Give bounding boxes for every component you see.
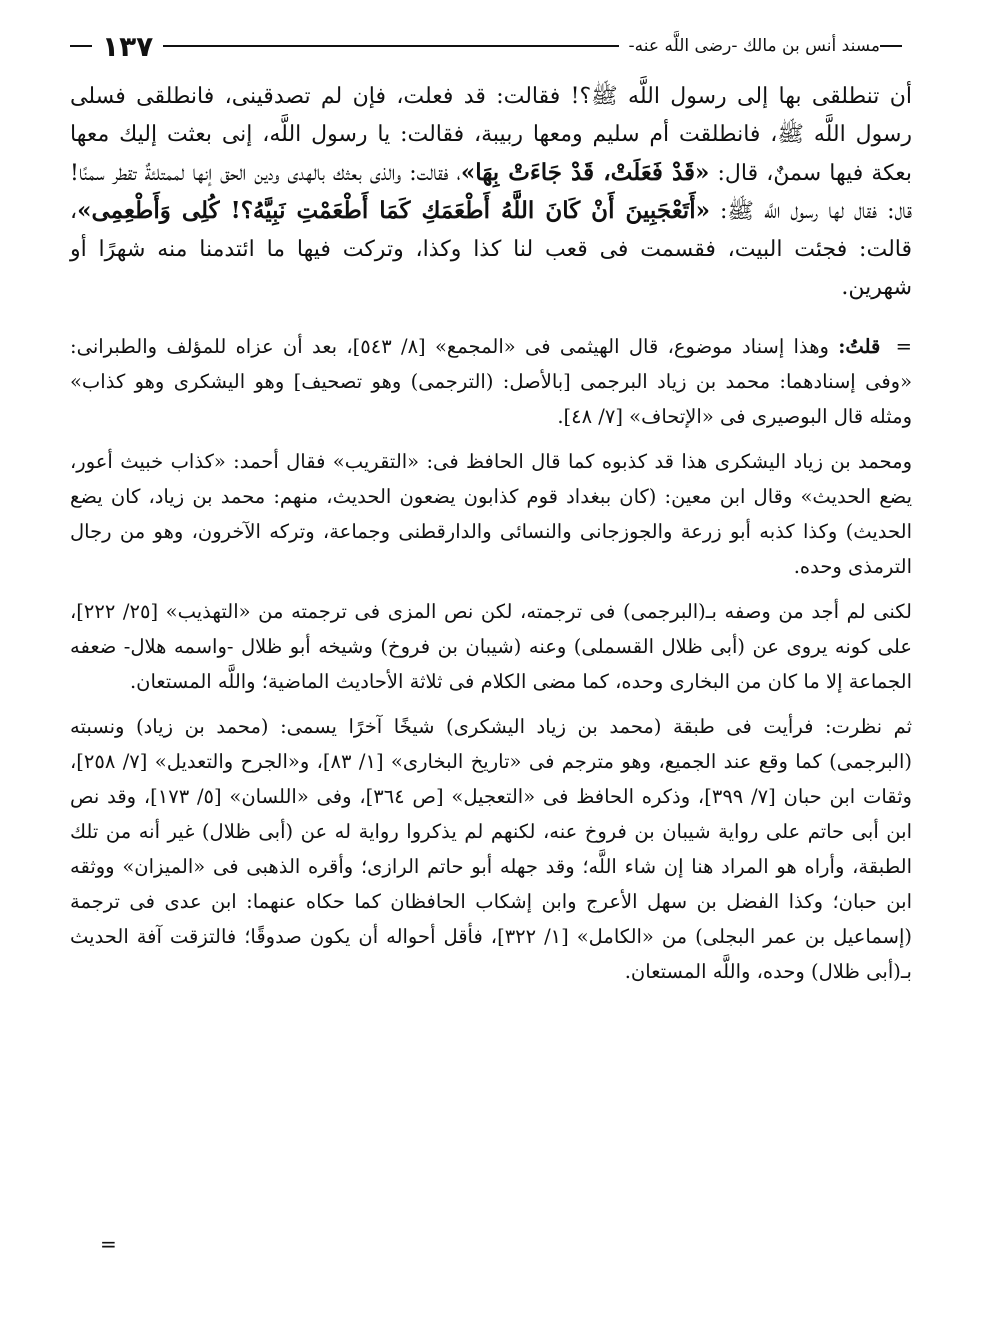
end-marker: = [100, 1232, 117, 1256]
hadith-text-part-3: ، قالت: فجئت البيت، فقسمت فى قعب لنا كذا وكذا، وتركت فيها ما ائتدمنا منه شهرًا أو شهرين. [70, 199, 912, 300]
main-text [70, 78, 912, 307]
footnote-paragraph-1 [70, 329, 912, 434]
hadith-text-part-2: ، فقالت: والذى بعثك بالهدى ودين الحق إنها لممتلئةٌ تقطر سمنًا! قال: فقال لها رسول اللَّه ﷺ: [70, 160, 913, 225]
header-dash-end [70, 45, 92, 47]
header-rule [163, 45, 618, 47]
footnotes [70, 329, 912, 989]
footnote-paragraph-2: ومحمد بن زياد اليشكرى هذا قد كذبوه كما قال الحافظ فى: «التقريب» فقال أحمد: «كذاب خبيث أعور، يضع الحديث» وقال ابن معين: (كان ببغداد قوم كذابون يضعون الحديث، منهم: محمد بن زياد، كان يضع الحديث) وكذا كذبه أبو زرعة والجوزجانى والنسائى والدارقطنى وجماعة، وتركه الآخرون، وهو من رجال الترمذى وحده. [70, 449, 912, 578]
header-dash [880, 45, 902, 47]
hadith-quote-2: «أَتَعْجَبِينَ أَنْ كَانَ اللَّهُ أَطْعَمَكِ كَمَا أَطْعَمْتِ نَبِيَّهُ؟! كُلِى وَأَطْعِمِى» [77, 197, 710, 225]
book-page [70, 28, 912, 1318]
footnote-paragraph-4: ثم نظرت: فرأيت فى طبقة (محمد بن زياد اليشكرى) شيخًا آخرًا يسمى: (محمد بن زياد) ونسبته (البرجمى) كما وقع عند الجميع، وهو مترجم فى «تاريخ البخارى» [١/ ٨٣]، و«الجرح والتعديل» [٧/ ٢٥٨]، وثقات ابن حبان [٧/ ٣٩٩]، وذكره الحافظ فى «التعجيل» [ص ٣٦٤]، وفى «اللسان» [٥/ ١٧٣]، وقد نص ابن أبى حاتم على رواية شيبان بن فروخ عنه، لكنهم لم يذكروا رواية له عن (أبى ظلال) غير أنه من تلك الطبقة، وأراه هو المراد هنا إن شاء اللَّه؛ وقد جهله أبو حاتم الرازى؛ وأقره الذهبى فى «الميزان» ووثقه ابن حبان؛ وكذا الفضل بن سهل الأعرج وابن إشكاب الحافظان كما حكاه عنهما: ابن عدى فى ترجمة (إسماعيل بن عمر البجلى) من «الكامل» [١/ ٣٢٢]، فأقل أحواله أن يكون صدوقًا؛ فالتزقت آفة الحديث بـ(أبى ظلال) وحده، واللَّه المستعان. [70, 714, 912, 983]
footnote-paragraph-3: لكنى لم أجد من وصفه بـ(البرجمى) فى ترجمته، لكن نص المزى فى ترجمته من «التهذيب» [٢٥/ ٢٢٢]، على كونه يروى عن (أبى ظلال القسملى) وعنه (شيبان بن فروخ) وشيخه أبو ظلال -واسمه هلال- ضعفه الجماعة إلا ما كان من البخارى وحده، كما مضى الكلام فى ثلاثة الأحاديث الماضية؛ واللَّه المستعان. [70, 599, 912, 693]
qult-label: قلتُ: [838, 334, 881, 358]
running-title: مسند أنس بن مالك -رضى اللَّه عنه- [628, 36, 880, 56]
hadith-paragraph [70, 78, 912, 307]
continuation-marker: = [895, 334, 912, 358]
page-number: ١٣٧ [102, 29, 154, 63]
hadith-text-part-1: أن تنطلقى بها إلى رسول اللَّه ﷺ؟! فقالت: قد فعلت، فإن لم تصدقينى، فانطلقى فسلى رسول اللَّه ﷺ، فانطلقت أم سليم ومعها ربيبة، فقالت: يا رسول اللَّه، إنى بعثت إليك معها بعكة فيها سمنٌ، قال: [70, 84, 913, 186]
footnote-text-1: وهذا إسناد موضوع، قال الهيثمى فى «المجمع» [٨/ ٥٤٣]، بعد أن عزاه للمؤلف والطبرانى: «وفى إسنادهما: محمد بن زياد البرجمى [بالأصل: (الترجمى) وهو تصحيف] وهو اليشكرى وهو كذاب» ومثله قال البوصيرى فى «الإتحاف» [٧/ ٤٨]. [70, 334, 912, 428]
hadith-quote-1: «قَدْ فَعَلَتْ، قَدْ جَاءَتْ بِهَا» [460, 158, 710, 186]
page-header [70, 28, 912, 64]
